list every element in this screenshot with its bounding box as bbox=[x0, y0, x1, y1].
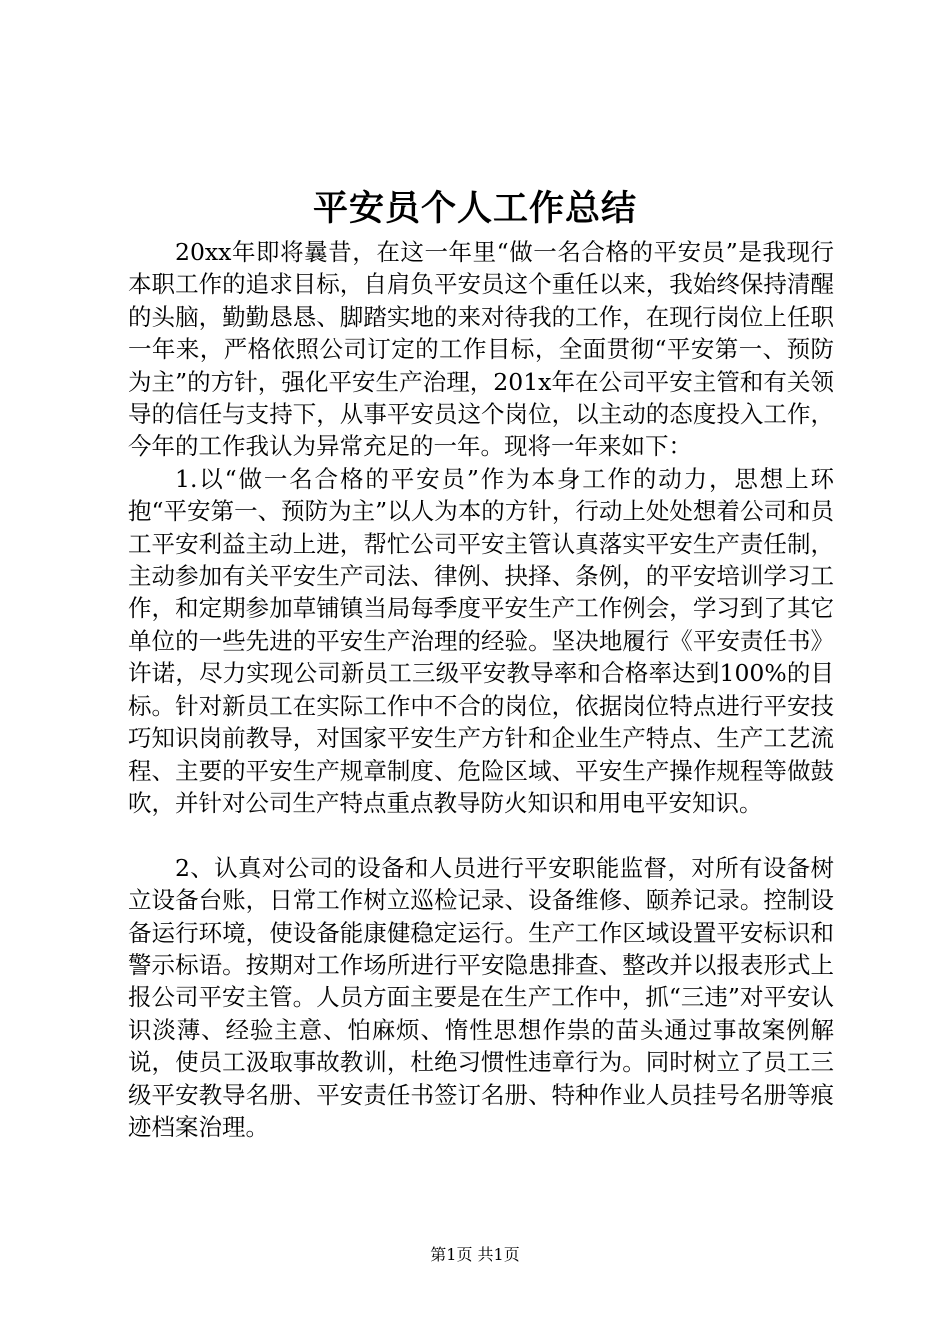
document-body bbox=[128, 236, 834, 1143]
document-title: 平安员个人工作总结 bbox=[312, 188, 637, 229]
paragraph-item-2: 2、认真对公司的设备和人员进行平安职能监督，对所有设备树立设备台账，日常工作树立巡检记录、设备维修、颐养记录。控制设备运行环境，使设备能康健稳定运行。生产工作区域设置平安标识和警示标语。按期对工作场所进行平安隐患排查、整改并以报表形式上报公司平安主管。人员方面主要是在生产工作中，抓“三违”对平安认识淡薄、经验主意、怕麻烦、惰性思想作祟的苗头通过事故案例解说，使员工汲取事故教训，杜绝习惯性违章行为。同时树立了员工三级平安教导名册、平安责任书签订名册、特种作业人员挂号名册等痕迹档案治理。 bbox=[128, 853, 834, 1141]
paragraph-item-1: 1.以“做一名合格的平安员”作为本身工作的动力，思想上环抱“平安第一、预防为主”以人为本的方针，行动上处处想着公司和员工平安利益主动上进，帮忙公司平安主管认真落实平安生产责任制，主动参加有关平安生产司法、律例、抉择、条例，的平安培训学习工作，和定期参加草铺镇当局每季度平安生产工作例会，学习到了其它单位的一些先进的平安生产治理的经验。坚决地履行《平安责任书》许诺，尽力实现公司新员工三级平安教导率和合格率达到100%的目标。针对新员工在实际工作中不合的岗位，依据岗位特点进行平安技巧知识岗前教导，对国家平安生产方针和企业生产特点、生产工艺流程、主要的平安生产规章制度、危险区域、平安生产操作规程等做鼓吹，并针对公司生产特点重点教导防火知识和用电平安知识。 bbox=[128, 464, 834, 817]
paragraph-spacer bbox=[128, 819, 834, 851]
paragraph-intro: 20xx年即将曩昔，在这一年里“做一名合格的平安员”是我现行本职工作的追求目标，自肩负平安员这个重任以来，我始终保持清醒的头脑，勤勤恳恳、脚踏实地的来对待我的工作，在现行岗位上任职一年来，严格依照公司订定的工作目标，全面贯彻“平安第一、预防为主”的方针，强化平安生产治理，201x年在公司平安主管和有关领导的信任与支持下，从事平安员这个岗位，以主动的态度投入工作，今年的工作我认为异常充足的一年。现将一年来如下： bbox=[128, 238, 834, 461]
page-number-footer: 第1页 共1页 bbox=[430, 1245, 520, 1264]
